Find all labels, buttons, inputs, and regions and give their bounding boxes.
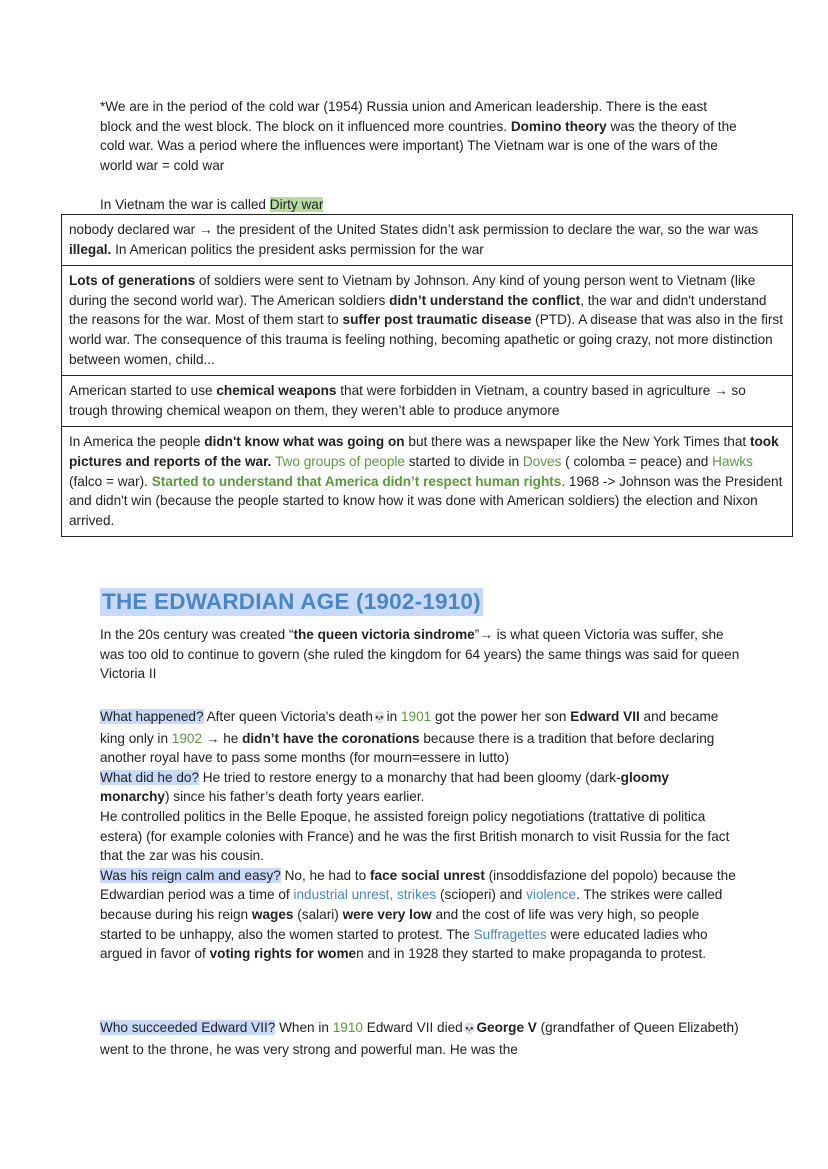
bold-term: face social unrest [370, 867, 485, 883]
text: got the power her son [431, 709, 571, 724]
section-heading: THE EDWARDIAN AGE (1902-1910) [102, 589, 481, 614]
table-row [62, 375, 792, 426]
text: In American politics the president asks permission for the war [111, 241, 484, 257]
text: When in [275, 1020, 333, 1035]
text: . 1968 -> Johnson was the President and didn't win (because the people started to know how it was done with American soldiers) the election and Nixon arrived. [69, 473, 783, 528]
text: (PTD). A disease that was also in the first world war. The consequence of this trauma is feeling nothing, becoming apathetic or going crazy, not more distinction between women, child... [69, 312, 783, 367]
text: *We are in the period of the cold war (1954) Russia union and American leadership. There is the east block and the west block. The block on it influenced more countries. [100, 99, 708, 134]
text: American started to use [69, 383, 217, 399]
text: and became king only in [100, 709, 719, 746]
text: , the war and didn't understand the reasons for the war. Most of them start to [69, 292, 767, 328]
green-term: Hawks [712, 453, 753, 469]
bold-term: gloomy monarchy [100, 769, 669, 805]
table-row [62, 265, 792, 375]
text: was the theory of the cold war. Was a period where the influences were important) The Vietnam war is one of the wars of the world war = cold war [100, 118, 737, 173]
text: (grandfather of Queen Elizabeth) went to the throne, he was very strong and powerful man. He was the [100, 1020, 739, 1057]
question-highlight: What happened? [100, 709, 204, 724]
text: nobody declared war → the president of the United States didn’t ask permission to declare the war, so the war was [69, 222, 759, 237]
bold-term: suffer post traumatic disease [342, 312, 532, 328]
skull-icon: 💀 [462, 1023, 477, 1035]
text: ”→ is what queen Victoria was suffer, she was too old to continue to govern (she ruled the kingdom for 64 years) the same things was said for queen Victoria II [100, 627, 740, 682]
text: → he [202, 730, 243, 746]
table-row [62, 426, 792, 536]
green-term: Two groups of people [274, 453, 405, 469]
blue-term: industrial unrest, strikes [293, 887, 437, 903]
sindrome-paragraph [100, 625, 740, 684]
text: Edward VII died [362, 1020, 463, 1035]
text: (insoddisfazione del popolo) because the Edwardian period was a time of [100, 867, 736, 903]
bold-term: Edward VII [570, 709, 640, 724]
text: In Vietnam the war is called [100, 197, 270, 212]
question-highlight: Was his reign calm and easy? [100, 867, 281, 883]
text: but there was a newspaper like the New York Times that [404, 434, 750, 450]
successor-paragraph [100, 1018, 740, 1059]
question-highlight: What did he do? [100, 769, 199, 785]
text: He controlled politics in the Belle Epoque, he assisted foreign policy negotiations (trattative di politica estera) (for example colonies with France) and he was the first British monarch to visit Russia for the fact that the zar was his cousin. [100, 808, 730, 864]
bold-term: chemical weapons [216, 383, 337, 399]
text: of soldiers were sent to Vietnam by Johnson. Any kind of young person went to Vietnam (like during the second world war). The American soldiers [69, 273, 756, 308]
text: ) since his father’s death forty years earlier. [164, 789, 425, 805]
year-1902: 1902 [171, 730, 203, 746]
table-row [62, 215, 792, 265]
bold-term: George V [476, 1020, 537, 1035]
text: No, he had to [280, 867, 371, 883]
text: (falco = war). [69, 473, 152, 489]
bold-term: the queen victoria sindrome [293, 627, 475, 642]
text: in [386, 709, 401, 724]
text: . The strikes were called because during his reign [100, 887, 723, 922]
text: After queen Victoria's death [203, 709, 373, 724]
skull-icon: 💀 [372, 712, 387, 724]
intro-paragraph [100, 97, 740, 175]
dirty-war-line [100, 195, 740, 215]
bold-term: were very low [342, 906, 432, 922]
text: (salari) [293, 906, 343, 922]
bold-term: didn't know what was going on [204, 434, 405, 450]
year-1910: 1910 [332, 1020, 363, 1035]
text: started to divide in [404, 453, 523, 469]
green-term: Doves [522, 453, 562, 469]
text: because there is a tradition that before declaring another royal have to pass some months (for mourn=essere in lutto) [100, 730, 715, 766]
bold-term: took pictures and reports of the war. [69, 434, 779, 469]
bold-term: wages [251, 906, 294, 922]
text: n and in 1928 they started to make propaganda to protest. [356, 946, 706, 962]
year-1901: 1901 [400, 709, 432, 724]
blue-term: Suffragettes [473, 926, 547, 942]
question-highlight: Who succeeded Edward VII? [100, 1020, 276, 1035]
text: (scioperi) and [436, 887, 527, 903]
blue-term: violence [526, 887, 577, 903]
text: that were forbidden in Vietnam, a country based in agriculture → so trough throwing chemical weapon on them, they weren’t able to produce anymore [69, 383, 746, 418]
text: In America the people [69, 434, 205, 450]
text: He tried to restore energy to a monarchy that had been gloomy (dark- [199, 769, 621, 785]
bold-term: illegal. [69, 241, 112, 257]
bold-term: didn’t have the coronations [242, 730, 420, 746]
edward-paragraph [100, 707, 740, 964]
bold-term: didn’t understand the conflict [389, 292, 581, 308]
vietnam-table [61, 214, 793, 537]
green-bold-term: Started to understand that America didn’t respect human rights [151, 473, 562, 489]
bold-term: Domino theory [510, 118, 607, 134]
text: and the cost of life was very high, so people started to be unhappy, also the women started to protest. The [100, 906, 700, 942]
bold-term: voting rights for wome [209, 946, 357, 962]
text: ( colomba = peace) and [561, 453, 713, 469]
text: were educated ladies who argued in favor of [100, 926, 708, 962]
highlight-dirty-war: Dirty war [269, 197, 324, 212]
text: In the 20s century was created “ [100, 627, 294, 642]
bold-term: Lots of generations [69, 273, 196, 289]
